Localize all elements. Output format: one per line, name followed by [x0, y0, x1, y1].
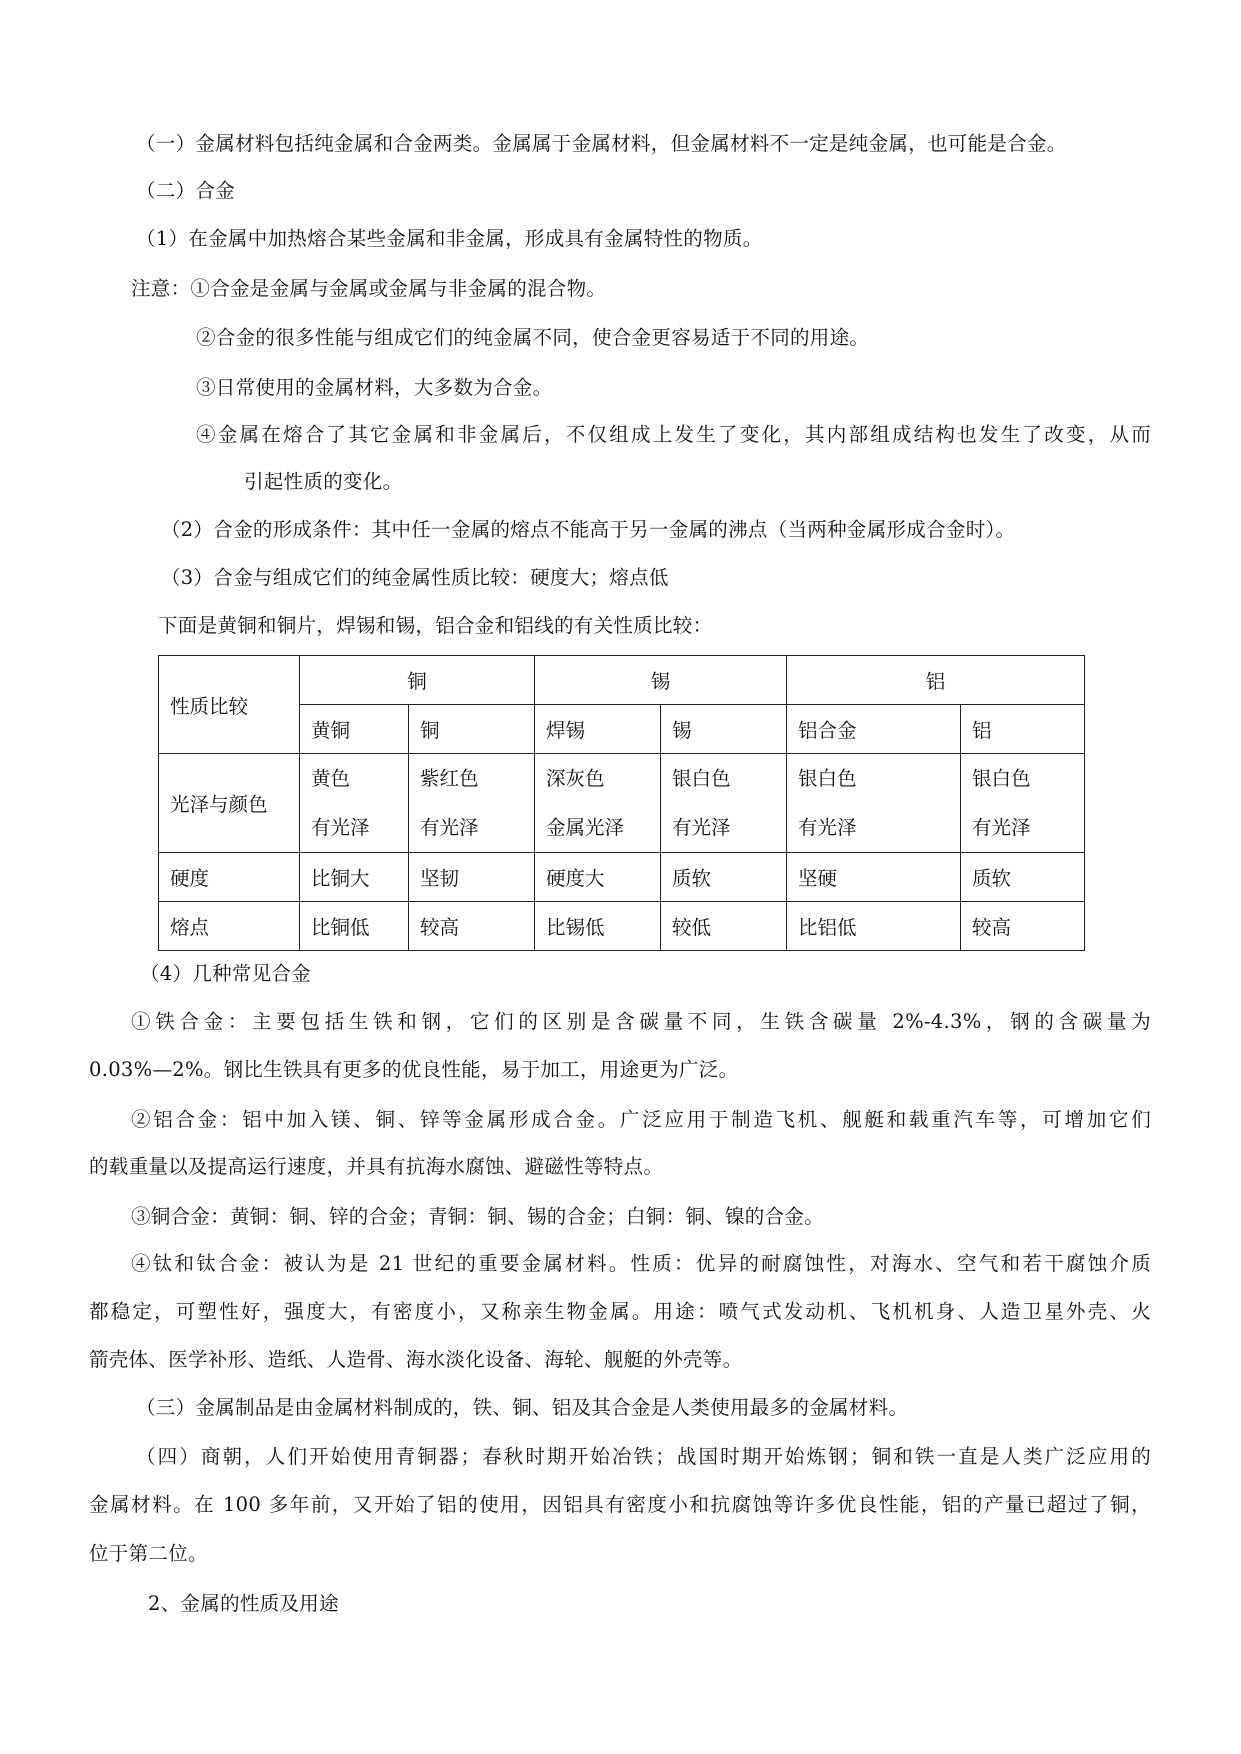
cell-line: 有光泽 — [311, 816, 370, 839]
cell-line: 紫红色 — [420, 767, 479, 790]
section-heading-metal-properties: 2、金属的性质及用途 — [148, 1592, 339, 1615]
history-line-3: 位于第二位。 — [89, 1542, 208, 1565]
note-4-line-1: ④金属在熔合了其它金属和非金属后，不仅组成上发生了变化，其内部组成结构也发生了改变，从而 — [196, 423, 1151, 446]
paragraph-metal-materials: （一）金属材料包括纯金属和合金两类。金属属于金属材料，但金属材料不一定是纯金属，也可能是合金。 — [136, 132, 1067, 155]
row-label-melting-point: 熔点 — [159, 902, 300, 951]
cell-line: 深灰色 — [546, 767, 605, 790]
table-cell: 坚韧 — [409, 853, 535, 902]
history-line-2: 金属材料。在 100 多年前，又开始了铝的使用，因铝具有密度小和抗腐蚀等许多优良性能，铝的产量已超过了铜， — [89, 1493, 1151, 1516]
table-cell — [961, 754, 1085, 853]
iron-alloy-line-2: 0.03%—2%。钢比生铁具有更多的优良性能，易于加工，用途更为广泛。 — [89, 1058, 739, 1081]
table-row — [159, 902, 1085, 951]
table-cell: 质软 — [961, 853, 1085, 902]
table-cell: 坚硬 — [787, 853, 961, 902]
note-2: ②合金的很多性能与组成它们的纯金属不同，使合金更容易适于不同的用途。 — [196, 326, 870, 349]
note-1: 注意：①合金是金属与金属或金属与非金属的混合物。 — [131, 277, 607, 300]
table-cell: 比铝低 — [787, 902, 961, 951]
table-cell: 硬度大 — [535, 853, 661, 902]
table-cell: 比铜大 — [300, 853, 409, 902]
table-cell — [661, 754, 787, 853]
table-cell — [300, 754, 409, 853]
subheader-aluminum-alloy: 铝合金 — [787, 705, 961, 754]
group-header-tin: 锡 — [535, 656, 787, 705]
subheader-solder: 焊锡 — [535, 705, 661, 754]
table-row — [159, 853, 1085, 902]
table-cell — [409, 754, 535, 853]
property-comparison-table — [158, 655, 1085, 951]
note-3: ③日常使用的金属材料，大多数为合金。 — [196, 376, 553, 399]
aluminum-alloy-line-2: 的载重量以及提高运行速度，并具有抗海水腐蚀、避磁性等特点。 — [89, 1155, 664, 1178]
history-line-1: （四）商朝，人们开始使用青铜器；春秋时期开始冶铁；战国时期开始炼钢；铜和铁一直是人类广泛应用的 — [136, 1445, 1151, 1468]
cell-line: 黄色 — [311, 767, 351, 790]
subheader-aluminum: 铝 — [961, 705, 1085, 754]
subheader-brass: 黄铜 — [300, 705, 409, 754]
cell-line: 银白色 — [972, 767, 1031, 790]
heading-common-alloys: （4）几种常见合金 — [140, 962, 312, 985]
iron-alloy-line-1: ①铁合金：主要包括生铁和钢，它们的区别是含碳量不同，生铁含碳量 2%-4.3%，钢的含碳量为 — [131, 1010, 1151, 1033]
table-cell — [535, 754, 661, 853]
table-row — [159, 754, 1085, 853]
paragraph-alloy-definition: （1）在金属中加热熔合某些金属和非金属，形成具有金属特性的物质。 — [136, 227, 763, 250]
titanium-alloy-line-3: 箭壳体、医学补形、造纸、人造骨、海水淡化设备、海轮、舰艇的外壳等。 — [89, 1348, 743, 1371]
row-label-hardness: 硬度 — [159, 853, 300, 902]
cell-line: 有光泽 — [798, 816, 857, 839]
titanium-alloy-line-1: ④钛和钛合金：被认为是 21 世纪的重要金属材料。性质：优异的耐腐蚀性，对海水、空气和若干腐蚀介质 — [131, 1252, 1151, 1275]
table-cell — [787, 754, 961, 853]
table-cell: 比锡低 — [535, 902, 661, 951]
table-cell: 较高 — [961, 902, 1085, 951]
table-cell: 较高 — [409, 902, 535, 951]
paragraph-alloy-comparison: （3）合金与组成它们的纯金属性质比较：硬度大；熔点低 — [161, 566, 669, 589]
table-caption: 下面是黄铜和铜片，焊锡和锡，铝合金和铝线的有关性质比较： — [158, 614, 713, 637]
subheader-tin: 锡 — [661, 705, 787, 754]
table-cell: 比铜低 — [300, 902, 409, 951]
cell-line: 金属光泽 — [546, 816, 625, 839]
paragraph-alloy-conditions: （2）合金的形成条件：其中任一金属的熔点不能高于另一金属的沸点（当两种金属形成合金时）。 — [161, 518, 1016, 541]
copper-alloy: ③铜合金：黄铜：铜、锌的合金；青铜：铜、锡的合金；白铜：铜、镍的合金。 — [131, 1205, 825, 1228]
cell-line: 银白色 — [672, 767, 731, 790]
group-header-copper: 铜 — [300, 656, 535, 705]
note-4-line-2: 引起性质的变化。 — [244, 470, 403, 493]
cell-line: 有光泽 — [420, 816, 479, 839]
titanium-alloy-line-2: 都稳定，可塑性好，强度大，有密度小，又称亲生物金属。用途：喷气式发动机、飞机机身、人造卫星外壳、火 — [89, 1300, 1151, 1323]
paragraph-metal-products: （三）金属制品是由金属材料制成的，铁、铜、铝及其合金是人类使用最多的金属材料。 — [136, 1396, 909, 1419]
table-cell: 质软 — [661, 853, 787, 902]
table-corner-cell: 性质比较 — [159, 656, 300, 754]
row-label-luster-color: 光泽与颜色 — [159, 754, 300, 853]
cell-line: 有光泽 — [972, 816, 1031, 839]
aluminum-alloy-line-1: ②铝合金：铝中加入镁、铜、锌等金属形成合金。广泛应用于制造飞机、舰艇和载重汽车等，可增加它们 — [131, 1108, 1151, 1131]
subheader-copper: 铜 — [409, 705, 535, 754]
cell-line: 银白色 — [798, 767, 857, 790]
group-header-aluminum: 铝 — [787, 656, 1085, 705]
heading-alloy: （二）合金 — [136, 179, 236, 202]
table-cell: 较低 — [661, 902, 787, 951]
table-header-row — [159, 656, 1085, 705]
cell-line: 有光泽 — [672, 816, 731, 839]
